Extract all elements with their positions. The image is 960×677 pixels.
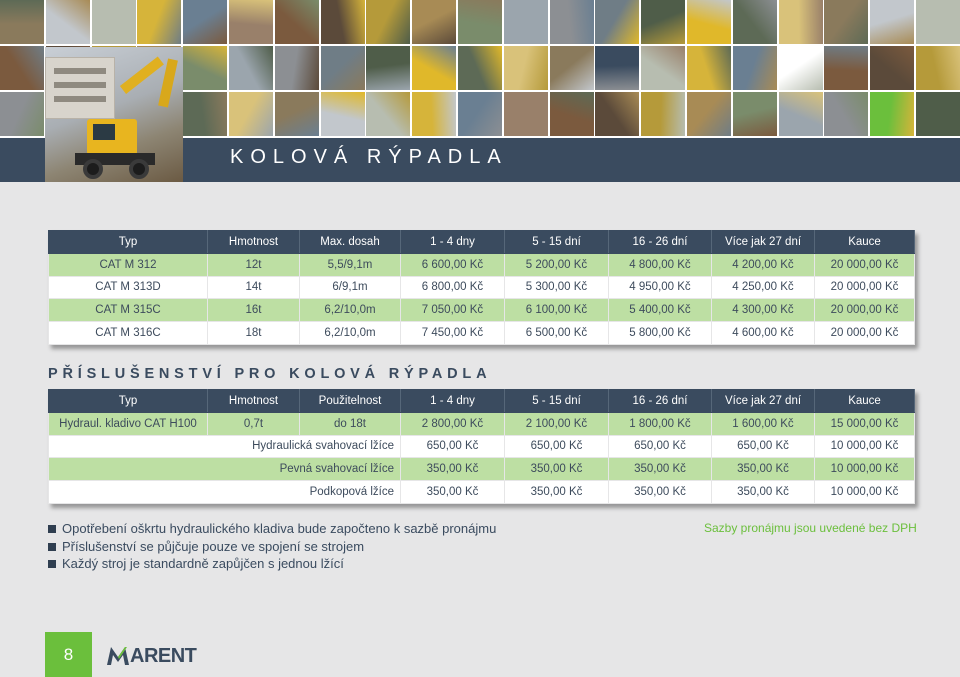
cell: 12t (208, 253, 300, 276)
machines-table (48, 230, 915, 345)
mosaic-photo-tile (824, 0, 868, 44)
cell: 16t (208, 299, 300, 322)
col-header: Více jak 27 dní (712, 390, 815, 413)
cell: 350,00 Kč (712, 458, 815, 481)
mosaic-photo-tile (550, 46, 594, 90)
cell: 6,2/10,0m (300, 299, 401, 322)
mosaic-photo-tile (458, 46, 502, 90)
cell: 650,00 Kč (401, 435, 505, 458)
mosaic-photo-tile (504, 92, 548, 136)
mosaic-photo-tile (641, 92, 685, 136)
logo-m-mark-icon (107, 647, 129, 665)
cell: CAT M 312 (49, 253, 208, 276)
cell: CAT M 316C (49, 322, 208, 345)
mosaic-photo-tile (321, 0, 365, 44)
cell: 5 300,00 Kč (505, 276, 609, 299)
cell: 20 000,00 Kč (815, 299, 915, 322)
mosaic-photo-tile (321, 92, 365, 136)
note-text: Příslušenství se půjčuje pouze ve spojení se strojem (62, 538, 365, 554)
cell: 5 200,00 Kč (505, 253, 609, 276)
cell: 350,00 Kč (609, 458, 712, 481)
table-row (49, 253, 915, 276)
mosaic-photo-tile (458, 0, 502, 44)
cell: 20 000,00 Kč (815, 253, 915, 276)
cell: 2 100,00 Kč (505, 412, 609, 435)
mosaic-photo-tile (92, 0, 136, 44)
mosaic-photo-tile (779, 46, 823, 90)
cell: 4 300,00 Kč (712, 299, 815, 322)
cell: 10 000,00 Kč (815, 458, 915, 481)
mosaic-photo-tile (321, 46, 365, 90)
cell: 2 800,00 Kč (401, 412, 505, 435)
cell: 4 600,00 Kč (712, 322, 815, 345)
col-header: 1 - 4 dny (401, 390, 505, 413)
cell: 6 100,00 Kč (505, 299, 609, 322)
mosaic-photo-tile (46, 0, 90, 44)
cell: 350,00 Kč (401, 458, 505, 481)
mosaic-photo-tile (550, 92, 594, 136)
mosaic-photo-tile (412, 46, 456, 90)
mosaic-photo-tile (229, 0, 273, 44)
note-item (48, 520, 496, 538)
cell: 350,00 Kč (401, 481, 505, 504)
table-row (49, 458, 915, 481)
mosaic-photo-tile (183, 46, 227, 90)
mosaic-photo-tile (550, 0, 594, 44)
cell: 350,00 Kč (505, 481, 609, 504)
cell: 350,00 Kč (712, 481, 815, 504)
notes-list (48, 520, 496, 573)
mosaic-photo-tile (733, 46, 777, 90)
col-header: Typ (49, 231, 208, 254)
mosaic-photo-tile (595, 92, 639, 136)
cell: 4 950,00 Kč (609, 276, 712, 299)
mosaic-photo-tile (458, 92, 502, 136)
company-logo (107, 645, 196, 667)
mosaic-photo-tile (641, 46, 685, 90)
cell: 4 800,00 Kč (609, 253, 712, 276)
note-item (48, 538, 496, 556)
mosaic-photo-tile (229, 46, 273, 90)
cell: 5,5/9,1m (300, 253, 401, 276)
cell: 6 600,00 Kč (401, 253, 505, 276)
mosaic-photo-tile (229, 92, 273, 136)
note-text: Každý stroj je standardně zapůjčen s jednou lžící (62, 556, 344, 571)
mosaic-photo-tile (916, 46, 960, 90)
table-row (49, 322, 915, 345)
table-row (49, 412, 915, 435)
cell: 14t (208, 276, 300, 299)
page-number: 8 (45, 632, 92, 677)
mosaic-photo-tile (504, 46, 548, 90)
logo-text: ARENT (130, 645, 197, 667)
cell: 6 500,00 Kč (505, 322, 609, 345)
col-header: 1 - 4 dny (401, 231, 505, 254)
mosaic-photo-tile (595, 0, 639, 44)
col-header: 5 - 15 dní (505, 390, 609, 413)
col-header: Použitelnost (300, 390, 401, 413)
table-row (49, 481, 915, 504)
cell: do 18t (300, 412, 401, 435)
mosaic-photo-tile (275, 46, 319, 90)
cell: 1 800,00 Kč (609, 412, 712, 435)
cell: Hydraulická svahovací lžíce (49, 435, 401, 458)
col-header: Více jak 27 dní (712, 231, 815, 254)
square-bullet-icon (48, 560, 56, 568)
cell: 18t (208, 322, 300, 345)
col-header: Typ (49, 390, 208, 413)
cell: 350,00 Kč (609, 481, 712, 504)
mosaic-photo-tile (733, 92, 777, 136)
cell: 350,00 Kč (505, 458, 609, 481)
mosaic-photo-tile (595, 46, 639, 90)
cell: 7 450,00 Kč (401, 322, 505, 345)
mosaic-photo-tile (412, 92, 456, 136)
mosaic-photo-tile (824, 46, 868, 90)
cell: 5 800,00 Kč (609, 322, 712, 345)
cell: Hydraul. kladivo CAT H100 (49, 412, 208, 435)
col-header: 5 - 15 dní (505, 231, 609, 254)
cell: 10 000,00 Kč (815, 435, 915, 458)
col-header: Kauce (815, 231, 915, 254)
cell: 7 050,00 Kč (401, 299, 505, 322)
mosaic-photo-tile (687, 92, 731, 136)
mosaic-photo-tile (870, 46, 914, 90)
mosaic-photo-tile (641, 0, 685, 44)
mosaic-photo-tile (137, 0, 181, 44)
mosaic-photo-tile (412, 0, 456, 44)
cell: 15 000,00 Kč (815, 412, 915, 435)
square-bullet-icon (48, 543, 56, 551)
mosaic-photo-tile (366, 46, 410, 90)
mosaic-photo-tile (824, 92, 868, 136)
mosaic-photo-tile (916, 92, 960, 136)
note-item (48, 555, 496, 573)
col-header: Hmotnost (208, 390, 300, 413)
col-header: 16 - 26 dní (609, 231, 712, 254)
cell: Podkopová lžíce (49, 481, 401, 504)
mosaic-photo-tile (183, 0, 227, 44)
mosaic-photo-tile (870, 92, 914, 136)
mosaic-photo-tile (687, 46, 731, 90)
mosaic-photo-tile (366, 92, 410, 136)
mosaic-photo-tile (0, 92, 44, 136)
cell: 6/9,1m (300, 276, 401, 299)
col-header: Hmotnost (208, 231, 300, 254)
mosaic-photo-tile (916, 0, 960, 44)
mosaic-photo-tile (779, 92, 823, 136)
mosaic-photo-tile (183, 92, 227, 136)
cell: 0,7t (208, 412, 300, 435)
table-row (49, 299, 915, 322)
mosaic-photo-tile (733, 0, 777, 44)
cell: 5 400,00 Kč (609, 299, 712, 322)
table-header-row (49, 390, 915, 413)
col-header: 16 - 26 dní (609, 390, 712, 413)
cell: 6,2/10,0m (300, 322, 401, 345)
cell: 6 800,00 Kč (401, 276, 505, 299)
mosaic-photo-tile (870, 0, 914, 44)
mosaic-photo-tile (779, 0, 823, 44)
mosaic-photo-tile (366, 0, 410, 44)
table-header-row (49, 231, 915, 254)
cell: CAT M 313D (49, 276, 208, 299)
col-header: Kauce (815, 390, 915, 413)
mosaic-photo-tile (687, 0, 731, 44)
cell: 1 600,00 Kč (712, 412, 815, 435)
cell: 20 000,00 Kč (815, 322, 915, 345)
accessories-table (48, 389, 915, 504)
cell: 4 250,00 Kč (712, 276, 815, 299)
hero-excavator-photo (45, 47, 183, 182)
cell: 650,00 Kč (505, 435, 609, 458)
cell: Pevná svahovací lžíce (49, 458, 401, 481)
accessories-title: PŘÍSLUŠENSTVÍ PRO KOLOVÁ RÝPADLA (48, 366, 492, 382)
cell: 20 000,00 Kč (815, 276, 915, 299)
col-header: Max. dosah (300, 231, 401, 254)
cell: 650,00 Kč (609, 435, 712, 458)
cell: CAT M 315C (49, 299, 208, 322)
page-title: KOLOVÁ RÝPADLA (230, 146, 508, 168)
square-bullet-icon (48, 525, 56, 533)
vat-note: Sazby pronájmu jsou uvedené bez DPH (704, 521, 917, 535)
table-row (49, 276, 915, 299)
table-row (49, 435, 915, 458)
mosaic-photo-tile (275, 0, 319, 44)
mosaic-photo-tile (504, 0, 548, 44)
cell: 4 200,00 Kč (712, 253, 815, 276)
mosaic-photo-tile (0, 46, 44, 90)
cell: 10 000,00 Kč (815, 481, 915, 504)
mosaic-photo-tile (0, 0, 44, 44)
note-text: Opotřebení oškrtu hydraulického kladiva bude započteno k sazbě pronájmu (62, 521, 497, 536)
mosaic-photo-tile (275, 92, 319, 136)
cell: 650,00 Kč (712, 435, 815, 458)
